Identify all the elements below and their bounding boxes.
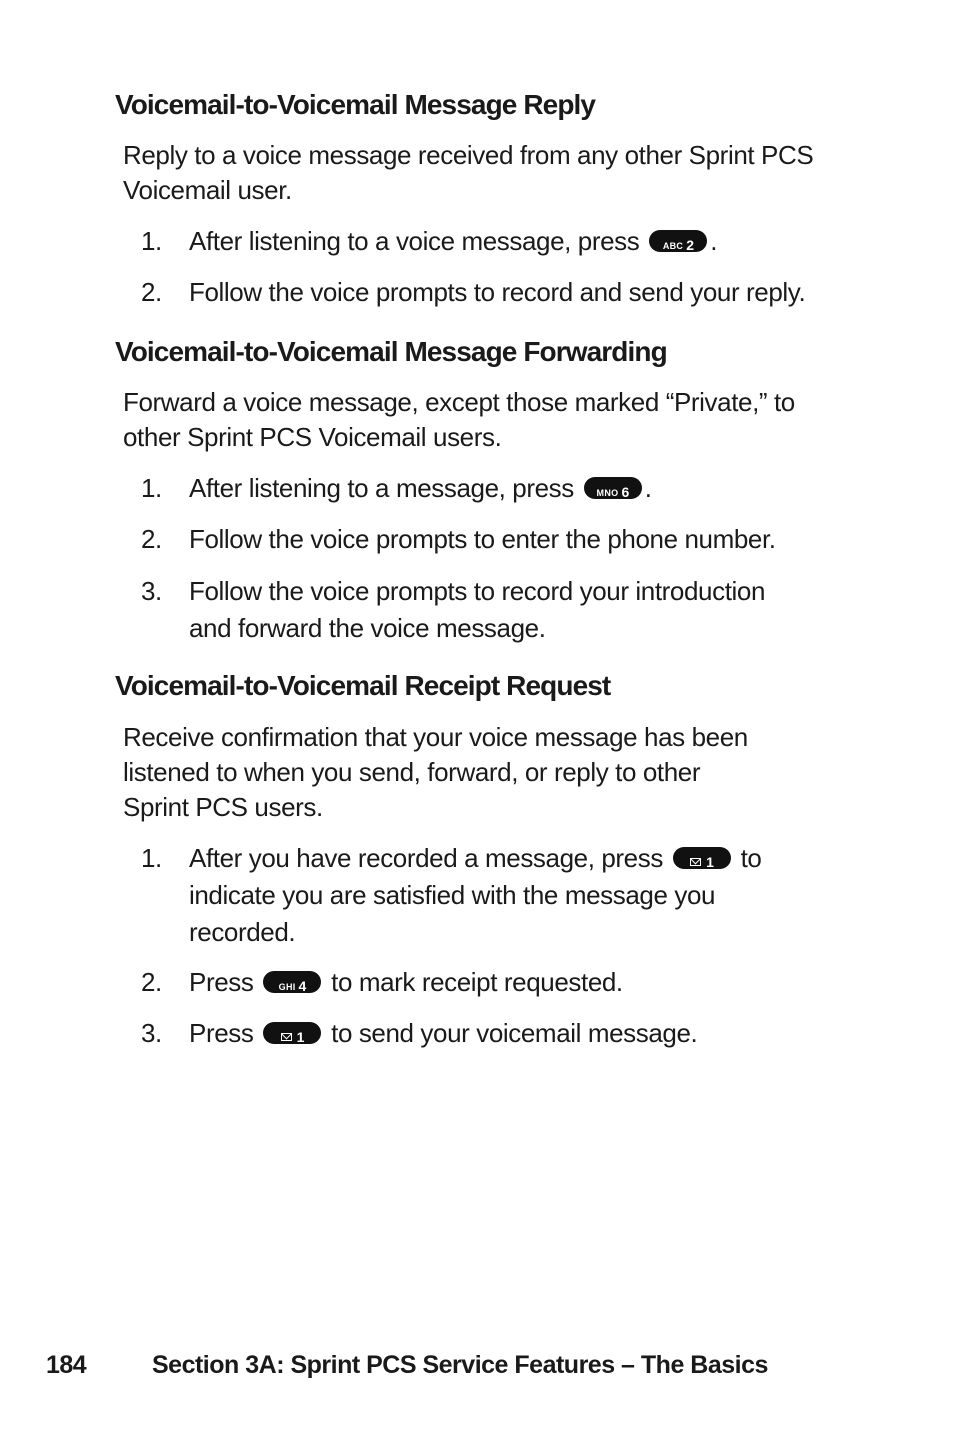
intro-message-reply: Reply to a voice message received from any other Sprint PCS Voicemail user. [123, 140, 814, 205]
page-number: 184 [46, 1351, 87, 1379]
heading-receipt-request: Voicemail-to-Voicemail Receipt Request [115, 670, 611, 701]
key-2-abc-icon: ABC 2 [649, 230, 707, 252]
envelope-icon [690, 858, 701, 866]
intro-message-forwarding: Forward a voice message, except those marked “Private,” to other Sprint PCS Voicemail users. [123, 387, 795, 452]
heading-message-reply: Voicemail-to-Voicemail Message Reply [115, 89, 596, 120]
intro-receipt-request: Receive confirmation that your voice message has been listened to when you send, forward, or reply to other Sprint PCS users. [123, 722, 748, 822]
envelope-icon [281, 1033, 292, 1041]
manual-page: Voicemail-to-Voicemail Message Reply Reply to a voice message received from any other Sprint PCS Voicemail user. 1. After listening to a voice message, press ABC 2 . 2. Follow the voice prompts to record and send your reply. Voicemail-to-Voicemail Message Forwarding Forward a voice message, except those marked “Private,” to other Sprint PCS Voicemail users. 1. After listening to a message, press MNO 6 . 2. Follow the voice prompts to enter the phone number. 3. Follow the voice prompts to record your introduction and forward the voice message. Voicemail-to-Voicemail Receipt Request Receive confirmation that your voice message has been listened to when you send, forward, or reply to other Sprint PCS users. 1. After you have recorded a message, press 1 to indicate you are satisfied with the message you recorded. 2. Press GHI 4 to mark receipt requested. 3. Press 1 to send your voicemail message. 184 Section 3A: Sprint PCS Service Features – The Basics [0, 0, 954, 1431]
section-title: Section 3A: Sprint PCS Service Features – The Basics [152, 1351, 768, 1379]
key-6-mno-icon: MNO 6 [584, 477, 642, 499]
key-1-envelope-icon: 1 [263, 1022, 321, 1044]
heading-message-forwarding: Voicemail-to-Voicemail Message Forwarding [115, 336, 667, 367]
key-4-ghi-icon: GHI 4 [263, 971, 321, 993]
key-1-envelope-icon: 1 [673, 847, 731, 869]
